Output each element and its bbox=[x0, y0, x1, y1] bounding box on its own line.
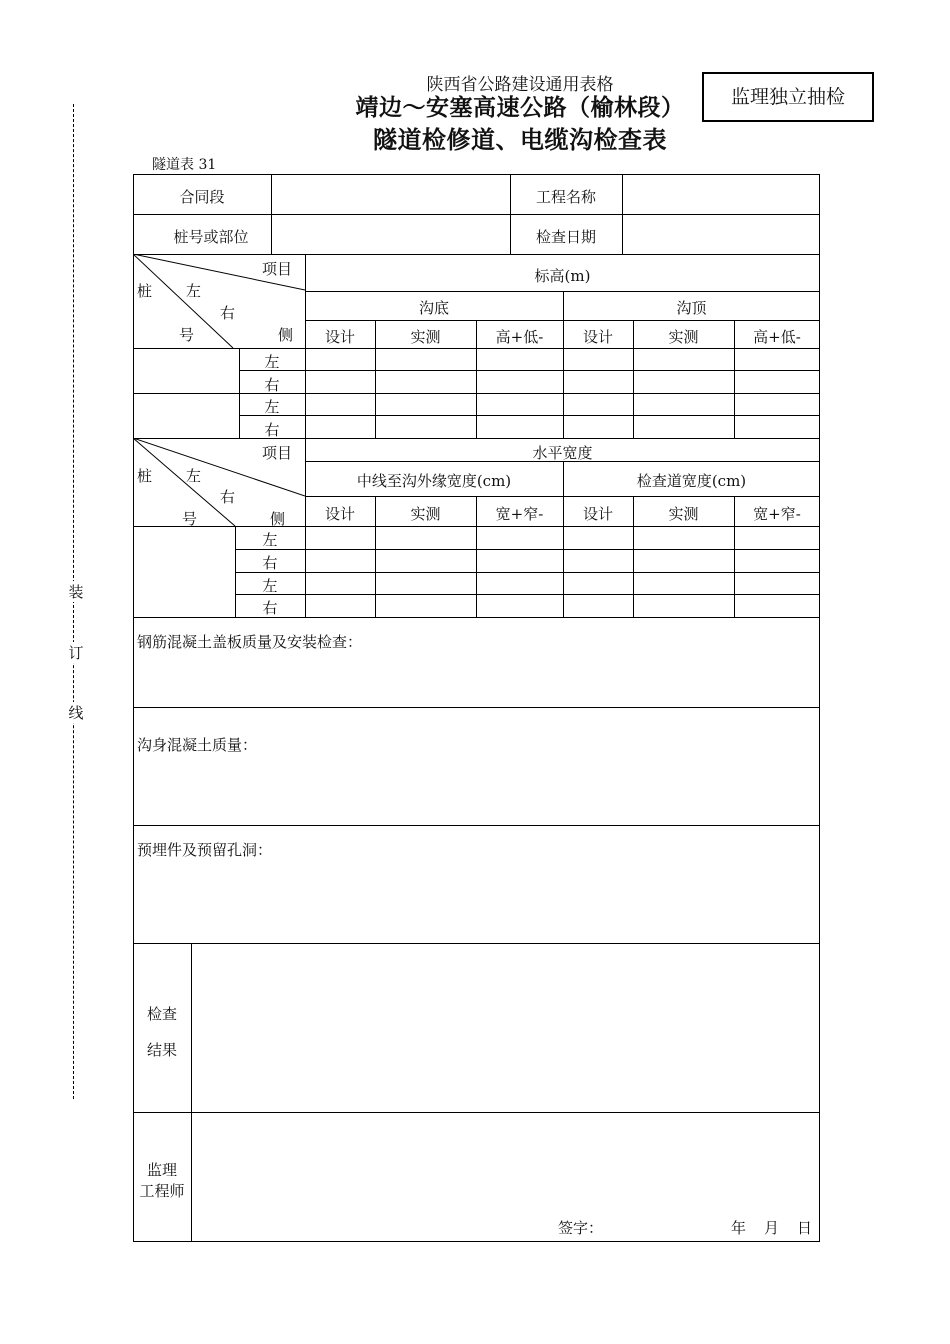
width-side-left: 左 bbox=[262, 531, 278, 549]
width-side-left: 左 bbox=[262, 577, 278, 595]
supervisor-label-2: 工程师 bbox=[139, 1182, 185, 1200]
centerline-width-header: 中线至沟外缘宽度(cm) bbox=[356, 472, 512, 490]
width-col-deviation: 宽+窄- bbox=[495, 505, 544, 523]
project-name-label: 工程名称 bbox=[535, 188, 596, 206]
diag-zhuang-label: 桩 bbox=[137, 282, 153, 300]
width-col-design: 设计 bbox=[324, 505, 355, 523]
contract-label: 合同段 bbox=[179, 188, 225, 206]
diag-hao-label: 号 bbox=[179, 326, 195, 344]
diag-ce-label: 侧 bbox=[278, 326, 294, 344]
diag-item-label: 项目 bbox=[262, 260, 293, 278]
width-col-measured: 实测 bbox=[668, 505, 699, 523]
diag-hao-label: 号 bbox=[182, 510, 198, 528]
trench-bottom-header: 沟底 bbox=[418, 299, 449, 317]
width-title: 水平宽度 bbox=[532, 444, 593, 462]
diag-ce-label: 侧 bbox=[270, 510, 286, 528]
trench-top-header: 沟顶 bbox=[676, 299, 707, 317]
elev-col-deviation: 高+低- bbox=[753, 328, 801, 346]
supervisor-label-1: 监理 bbox=[146, 1161, 177, 1179]
month-label: 月 bbox=[764, 1219, 780, 1237]
binding-char-zhuang: 装 bbox=[66, 581, 86, 602]
diag-zhuang-label: 桩 bbox=[137, 467, 153, 485]
elev-col-measured: 实测 bbox=[410, 328, 441, 346]
inspection-walkway-width-header: 检查道宽度(cm) bbox=[636, 472, 747, 490]
width-col-deviation: 宽+窄- bbox=[753, 505, 801, 523]
elev-side-left: 左 bbox=[264, 353, 280, 371]
width-col-measured: 实测 bbox=[410, 505, 441, 523]
station-label: 桩号或部位 bbox=[173, 228, 249, 246]
diag-item-label: 项目 bbox=[262, 444, 293, 462]
binding-char-xian: 线 bbox=[66, 702, 86, 723]
elev-col-design: 设计 bbox=[324, 328, 355, 346]
signature-label: 签字： bbox=[558, 1219, 604, 1237]
diag-you-label: 右 bbox=[220, 304, 236, 322]
width-col-design: 设计 bbox=[582, 505, 613, 523]
form-code: 隧道表 31 bbox=[152, 157, 217, 173]
check-date-label: 检查日期 bbox=[535, 228, 596, 246]
embedded-parts-label: 预埋件及预留孔洞： bbox=[137, 841, 273, 859]
result-label-1: 检查 bbox=[146, 1005, 177, 1023]
form-subtitle: 陕西省公路建设通用表格 bbox=[426, 75, 614, 95]
elev-col-deviation: 高+低- bbox=[495, 328, 544, 346]
elev-side-left: 左 bbox=[264, 398, 280, 416]
binding-char-ding: 订 bbox=[66, 642, 86, 663]
result-label-2: 结果 bbox=[146, 1041, 177, 1059]
supervision-stamp: 监理独立抽检 bbox=[702, 72, 874, 122]
cover-plate-check-label: 钢筋混凝土盖板质量及安装检查： bbox=[137, 633, 363, 651]
diag-zuo-label: 左 bbox=[186, 467, 202, 485]
title-line-2: 隧道检修道、电缆沟检查表 bbox=[373, 126, 667, 154]
width-side-right: 右 bbox=[262, 599, 278, 617]
title-line-1: 靖边～安塞高速公路（榆林段） bbox=[355, 95, 685, 121]
elev-side-right: 右 bbox=[264, 376, 280, 394]
diag-you-label: 右 bbox=[220, 488, 236, 506]
elev-side-right: 右 bbox=[264, 421, 280, 439]
diag-zuo-label: 左 bbox=[186, 282, 202, 300]
elev-col-measured: 实测 bbox=[668, 328, 699, 346]
day-label: 日 bbox=[797, 1219, 813, 1237]
year-label: 年 bbox=[731, 1219, 747, 1237]
trench-concrete-label: 沟身混凝土质量： bbox=[137, 736, 258, 754]
width-side-right: 右 bbox=[262, 554, 278, 572]
elev-col-design: 设计 bbox=[582, 328, 613, 346]
elevation-title: 标高(m) bbox=[534, 267, 591, 285]
